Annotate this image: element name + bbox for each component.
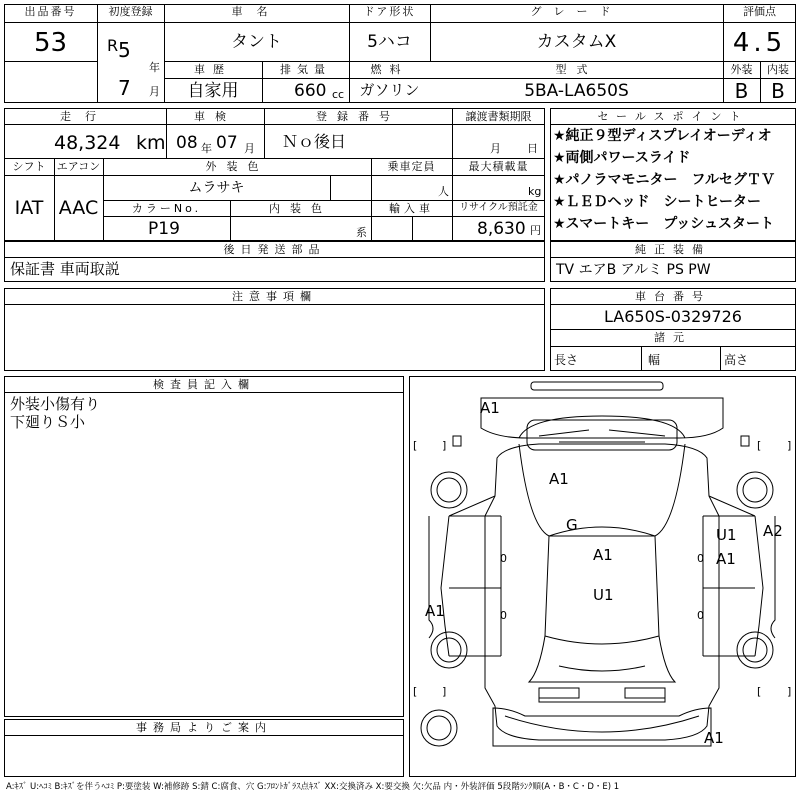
mark-windshield: G: [566, 516, 578, 534]
sales-point-item: ★両側パワースライド: [553, 150, 691, 166]
bracket-mark: [: [757, 439, 762, 452]
lot-number: 53: [33, 28, 68, 58]
car-name-label: 車名: [231, 5, 282, 18]
displacement-value: 660: [294, 81, 327, 101]
int-color-unit: 系: [356, 226, 367, 239]
first-reg-label: 初度登録: [108, 5, 153, 18]
equipment-value: TV エアB アルミ PS PW: [556, 262, 711, 278]
max-load-label: 最大積載量: [468, 160, 529, 173]
car-name: タント: [231, 32, 282, 52]
recycle-label: リサイクル預託金: [459, 202, 538, 213]
bracket-mark: ]: [787, 439, 792, 452]
door-label: ドア形状: [363, 5, 416, 18]
inspection-year: 08: [176, 133, 198, 153]
int-color-label: 内装色: [269, 202, 332, 215]
reg-year: 5: [118, 38, 131, 62]
chassis-number: LA650S-0329726: [604, 307, 742, 326]
capacity-unit: 人: [438, 185, 449, 198]
width-label: 幅: [648, 353, 661, 367]
capacity-label: 乗車定員: [387, 160, 436, 173]
mark-right-fender: A2: [763, 522, 783, 540]
inspector-note: 下廻りＳ小: [10, 413, 86, 431]
sales-points-label: セールスポイント: [597, 110, 749, 123]
sales-point-item: ★ＬＥＤヘッド シートヒーター: [553, 194, 761, 210]
bracket-mark: [: [413, 685, 418, 698]
mark-right-front-door: U1: [716, 526, 737, 544]
shift-value: IAT: [14, 197, 44, 219]
office-label: 事務局よりご案内: [136, 721, 272, 734]
length-label: 長さ: [554, 353, 579, 367]
month-unit: 月: [149, 85, 160, 98]
fuel-value: ガソリン: [359, 81, 420, 99]
model-label: 型式: [555, 63, 598, 76]
grade-label: グレード: [530, 5, 623, 18]
mark-rear-roof: U1: [593, 586, 614, 604]
notes-label: 注意事項欄: [232, 290, 317, 303]
mark-front-bumper: A1: [480, 399, 500, 417]
interior-label: 内装: [767, 63, 789, 76]
inspection-year-unit: 年: [201, 142, 212, 155]
door-value: 5ハコ: [367, 32, 412, 52]
inspection-month-unit: 月: [244, 142, 255, 155]
history-label: 車歴: [194, 63, 232, 76]
reg-no-value: Ｎｏ後日: [282, 132, 347, 151]
sales-points-list: [553, 129, 795, 239]
sales-point-item: ★純正９型ディスプレイオーディオ: [553, 128, 772, 144]
bracket-mark: ]: [442, 685, 447, 698]
lot-label: 出品番号: [24, 5, 77, 18]
shift-label: シフト: [12, 160, 46, 173]
bracket-mark: [: [413, 439, 418, 452]
zero-mark: 0: [697, 609, 704, 622]
zero-mark: 0: [500, 609, 507, 622]
inspection-month: 07: [216, 133, 238, 153]
mark-roof: A1: [593, 546, 613, 564]
recycle-value: 8,630: [477, 219, 526, 239]
transfer-month-unit: 月: [490, 142, 501, 155]
displacement-unit: cc: [332, 88, 345, 101]
grade-value: カスタムX: [536, 32, 617, 52]
displacement-label: 排気量: [280, 63, 331, 76]
later-parts-value: 保証書 車両取説: [10, 260, 120, 278]
reg-no-label: 登録番号: [316, 110, 400, 123]
color-no-label: カラーNo.: [131, 202, 202, 215]
equipment-label: 純正装備: [635, 243, 711, 256]
zero-mark: 0: [697, 552, 704, 565]
year-unit: 年: [149, 61, 160, 74]
car-body-diagram: [409, 376, 796, 777]
ext-color-value: ムラサキ: [188, 180, 245, 196]
model-value: 5BA-LA650S: [524, 81, 629, 101]
mark-right-rear-door: A1: [716, 550, 736, 568]
era-letter: R: [107, 36, 119, 55]
mark-hood: A1: [549, 470, 569, 488]
exterior-label: 外装: [730, 63, 753, 76]
transfer-label: 譲渡書類期限: [465, 110, 532, 123]
ext-color-label: 外装色: [205, 160, 269, 173]
interior-grade: B: [771, 79, 785, 103]
zero-mark: 0: [500, 552, 507, 565]
ac-label: エアコン: [56, 160, 101, 173]
mileage-unit: km: [136, 132, 166, 154]
sales-point-item: ★スマートキー プッシュスタート: [553, 216, 775, 232]
ac-value: AAC: [58, 197, 99, 219]
bracket-mark: [: [757, 685, 762, 698]
fuel-label: 燃料: [370, 63, 409, 76]
exterior-grade: B: [734, 79, 749, 103]
import-label: 輸入車: [389, 202, 434, 215]
later-parts-label: 後日発送部品: [223, 243, 326, 256]
recycle-unit: 円: [530, 224, 541, 237]
legend-text: A:ｷｽﾞ U:ﾍｺﾐ B:ｷｽﾞを伴うﾍｺﾐ P:要塗装 W:補修跡 S:錆 C:腐食、穴 G:ﾌﾛﾝﾄｶﾞﾗｽ点ｷｽﾞ XX:交換済み X:要交換 欠:欠品 内・外装評価 5段階ﾗﾝｸ順(A・B・C・D・E) 1: [6, 782, 620, 792]
score-value: 4.5: [732, 28, 787, 58]
mark-rear-bumper: A1: [704, 729, 724, 747]
inspector-label: 検査員記入欄: [153, 378, 255, 391]
sales-point-item: ★パノラマモニター フルセグＴＶ: [553, 172, 775, 188]
chassis-label: 車台番号: [635, 290, 711, 303]
color-no-value: P19: [148, 219, 180, 239]
mileage-value: 48,324: [54, 132, 121, 154]
transfer-day-unit: 日: [527, 142, 538, 155]
reg-month: 7: [118, 76, 131, 100]
height-label: 高さ: [724, 353, 749, 367]
inspector-note: 外装小傷有り: [10, 395, 101, 413]
mark-left-rear-door: A1: [425, 602, 445, 620]
inspection-label: 車検: [194, 110, 236, 123]
history-value: 自家用: [187, 81, 239, 101]
bracket-mark: ]: [442, 439, 447, 452]
bracket-mark: ]: [787, 685, 792, 698]
score-label: 評価点: [743, 5, 776, 18]
mileage-label: 走行: [60, 110, 110, 123]
spec-label: 諸元: [654, 331, 692, 344]
max-load-unit: kg: [528, 185, 542, 198]
